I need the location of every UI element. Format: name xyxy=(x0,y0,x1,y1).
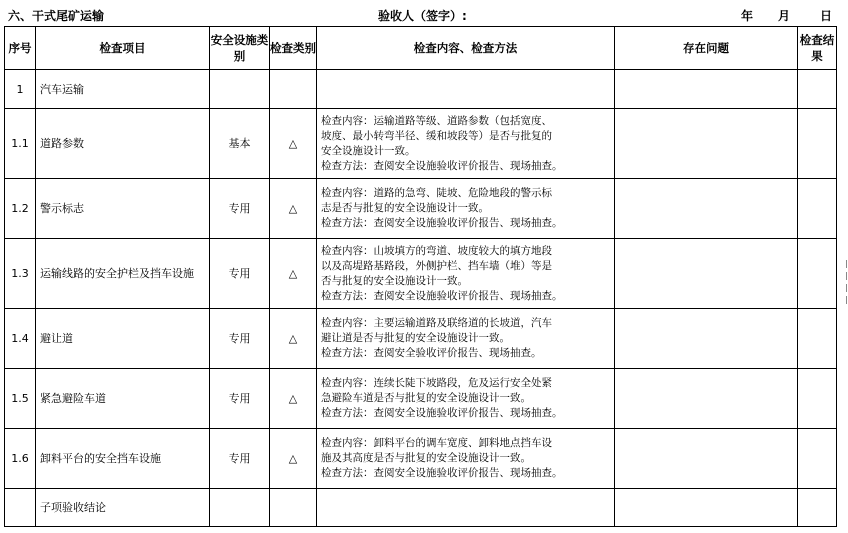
row-result-cell xyxy=(798,429,837,489)
row-facility-type: 基本 xyxy=(210,109,270,179)
row-number xyxy=(5,489,36,527)
row-content-method xyxy=(317,489,615,527)
content-line: 坡度、最小转弯半径、缓和坡段等）是否与批复的 xyxy=(321,129,552,142)
row-number: 1.6 xyxy=(5,429,36,489)
row-content-method xyxy=(317,309,615,369)
row-number: 1.1 xyxy=(5,109,36,179)
month-label: 月 xyxy=(778,9,791,23)
row-item: 汽车运输 xyxy=(36,70,210,109)
row-content-method xyxy=(317,179,615,239)
content-line: 检查方法：查阅安全设施验收评价报告、现场抽查。 xyxy=(321,217,563,229)
col-header-result: 检查结果 xyxy=(798,27,837,70)
row-number: 1.3 xyxy=(5,239,36,309)
row-facility-type: 专用 xyxy=(210,309,270,369)
row-number: 1.5 xyxy=(5,369,36,429)
row-item: 紧急避险车道 xyxy=(36,369,210,429)
col-header-content-method: 检查内容、检查方法 xyxy=(317,27,615,70)
row-problems-cell xyxy=(615,179,798,239)
row-check-type: △ xyxy=(270,369,317,429)
content-line: 检查方法：查阅安全验收评价报告、现场抽查。 xyxy=(321,347,542,359)
table-row xyxy=(5,489,837,527)
content-line: 检查内容：卸料平台的调车宽度、卸料地点挡车设 xyxy=(321,437,552,449)
row-number: 1.2 xyxy=(5,179,36,239)
row-result-cell xyxy=(798,489,837,527)
col-header-no: 序号 xyxy=(5,27,36,70)
col-header-problems: 存在问题 xyxy=(615,27,798,70)
row-result-cell xyxy=(798,309,837,369)
row-facility-type: 专用 xyxy=(210,239,270,309)
row-item: 子项验收结论 xyxy=(36,489,210,527)
table-row xyxy=(5,239,837,309)
page-edge-marks xyxy=(842,260,848,320)
row-number: 1.4 xyxy=(5,309,36,369)
content-line: 施及其高度是否与批复的安全设施设计一致。 xyxy=(321,452,531,464)
row-facility-type: 专用 xyxy=(210,179,270,239)
row-content-method xyxy=(317,369,615,429)
row-result-cell xyxy=(798,239,837,309)
row-content-method xyxy=(317,429,615,489)
row-item: 警示标志 xyxy=(36,179,210,239)
content-line: 检查内容：主要运输道路及联络道的长坡道，汽车 xyxy=(321,317,552,329)
day-label: 日 xyxy=(820,9,833,23)
row-facility-type: 专用 xyxy=(210,369,270,429)
content-line: 检查内容：山坡填方的弯道、坡度较大的填方地段 xyxy=(321,244,552,257)
row-problems-cell xyxy=(615,429,798,489)
row-check-type: △ xyxy=(270,429,317,489)
signature-label: 验收人（签字）: xyxy=(378,9,467,23)
content-line: 检查内容：连续长陡下坡路段，危及运行安全处紧 xyxy=(321,377,552,389)
content-line: 检查内容：运输道路等级、道路参数（包括宽度、 xyxy=(321,114,552,127)
inspection-table xyxy=(4,26,837,527)
content-line: 检查方法：查阅安全设施验收评价报告、现场抽查。 xyxy=(321,407,563,419)
row-result-cell xyxy=(798,109,837,179)
year-label: 年 xyxy=(741,9,754,23)
row-result-cell xyxy=(798,70,837,109)
row-problems-cell xyxy=(615,109,798,179)
row-item: 运输线路的安全护栏及挡车设施 xyxy=(36,239,210,309)
table-header-row xyxy=(5,27,837,70)
row-check-type: △ xyxy=(270,309,317,369)
row-facility-type xyxy=(210,70,270,109)
row-problems-cell xyxy=(615,489,798,527)
content-line: 检查方法：查阅安全设施验收评价报告、现场抽查。 xyxy=(321,467,563,479)
table-row xyxy=(5,109,837,179)
content-line: 以及高堤路基路段，外侧护栏、挡车墙（堆）等是 xyxy=(321,259,552,272)
row-item: 道路参数 xyxy=(36,109,210,179)
row-number: 1 xyxy=(5,70,36,109)
row-content-method xyxy=(317,109,615,179)
content-line: 志是否与批复的安全设施设计一致。 xyxy=(321,202,489,214)
section-title: 六、干式尾矿运输 xyxy=(8,9,105,23)
row-item: 卸料平台的安全挡车设施 xyxy=(36,429,210,489)
row-facility-type xyxy=(210,489,270,527)
content-line: 安全设施设计一致。 xyxy=(321,144,416,157)
row-check-type: △ xyxy=(270,179,317,239)
row-facility-type: 专用 xyxy=(210,429,270,489)
row-problems-cell xyxy=(615,70,798,109)
row-problems-cell xyxy=(615,309,798,369)
row-result-cell xyxy=(798,179,837,239)
col-header-facility-type: 安全设施类别 xyxy=(210,27,270,70)
content-line: 检查方法：查阅安全设施验收评价报告、现场抽查。 xyxy=(321,159,563,172)
row-check-type xyxy=(270,70,317,109)
row-result-cell xyxy=(798,369,837,429)
row-check-type: △ xyxy=(270,109,317,179)
row-content-method xyxy=(317,239,615,309)
content-line: 检查方法：查阅安全设施验收评价报告、现场抽查。 xyxy=(321,289,563,302)
table-row xyxy=(5,369,837,429)
content-line: 检查内容：道路的急弯、陡坡、危险地段的警示标 xyxy=(321,187,552,199)
content-line: 避让道是否与批复的安全设施设计一致。 xyxy=(321,332,510,344)
row-problems-cell xyxy=(615,239,798,309)
content-line: 否与批复的安全设施设计一致。 xyxy=(321,274,468,287)
col-header-item: 检查项目 xyxy=(36,27,210,70)
row-check-type xyxy=(270,489,317,527)
page-header xyxy=(0,0,848,26)
row-content-method xyxy=(317,70,615,109)
table-row xyxy=(5,179,837,239)
table-row xyxy=(5,70,837,109)
row-item: 避让道 xyxy=(36,309,210,369)
row-check-type: △ xyxy=(270,239,317,309)
row-problems-cell xyxy=(615,369,798,429)
table-row xyxy=(5,429,837,489)
table-row xyxy=(5,309,837,369)
col-header-check-type: 检查类别 xyxy=(270,27,317,70)
content-line: 急避险车道是否与批复的安全设施设计一致。 xyxy=(321,392,531,404)
